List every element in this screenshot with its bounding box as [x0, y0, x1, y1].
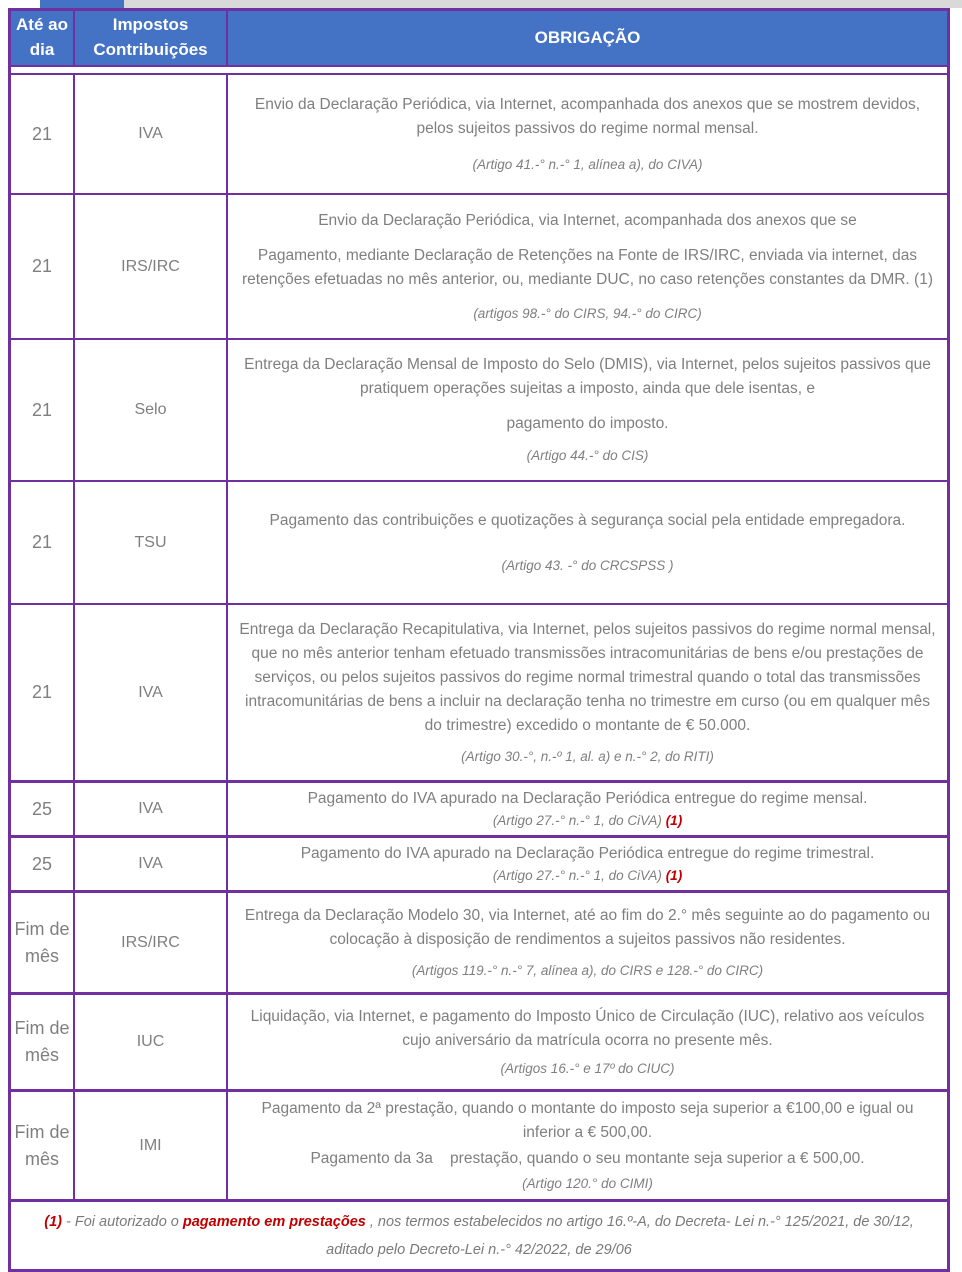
due-day-cell: 21	[11, 75, 75, 193]
header-due-day: Até ao dia	[11, 11, 75, 65]
tax-cell: IVA	[75, 783, 228, 835]
obligation-cell	[228, 995, 947, 1089]
footnote-marker: (1)	[661, 813, 683, 829]
legal-citation	[236, 155, 939, 175]
legal-citation-text: (Artigos 119.-° n.-° 7, alínea a), do CIRS e 128.-° do CIRC)	[411, 962, 764, 978]
obligation-text: Entrega da Declaração Recapitulativa, via Internet, pelos sujeitos passivos do regime normal mensal, que no mês anterior tenham efetuado transmissões intracomunitárias de bens e/ou prestações de serviços, ou pelos sujeitos passivos do regime normal trimestral quando o total das transmissões intracomunitárias de bens a incluir na declaração tenha no trimestre em curso (ou em qualquer mês do trimestre) excedido o montante de € 50.000.	[239, 620, 936, 734]
due-day-cell: Fim de mês	[11, 995, 75, 1089]
table-row	[11, 992, 947, 1089]
table-row	[11, 1089, 947, 1199]
due-day-cell: 21	[11, 605, 75, 780]
legal-citation-text: (Artigo 120.° do CIMI)	[522, 1175, 653, 1191]
table-row	[11, 193, 947, 338]
obligation-text: Envio da Declaração Periódica, via Internet, acompanhada dos anexos que se mostrem devidos, pelos sujeitos passivos do regime normal mensal.	[254, 95, 921, 137]
legal-citation-text: (Artigo 44.-° do CIS)	[526, 448, 649, 464]
obligation-text: Pagamento das contribuições e quotizações à segurança social pela entidade empregadora.	[269, 511, 906, 529]
tax-cell: IVA	[75, 838, 228, 890]
table-row	[11, 75, 947, 193]
legal-citation-text: (Artigo 27.-° n.-° 1, do CiVA)	[492, 868, 662, 884]
obligation-text: Pagamento, mediante Declaração de Retenções na Fonte de IRS/IRC, enviada via internet, das retenções efetuadas no mês anterior, ou, mediante DUC, no caso retenções constantes da DMR. (1)	[242, 247, 933, 289]
legal-citation	[236, 1174, 939, 1194]
legal-citation	[236, 811, 939, 831]
legal-citation	[236, 446, 939, 466]
legal-citation-text: (Artigos 16.-° e 17º do CIUC)	[500, 1061, 675, 1077]
obligation-text: Envio da Declaração Periódica, via Internet, acompanhada dos anexos que se	[318, 212, 857, 230]
footnote-marker: (1)	[661, 868, 683, 884]
tax-cell: IMI	[75, 1092, 228, 1199]
tax-obligations-table	[8, 8, 950, 1272]
obligation-cell	[228, 783, 947, 835]
obligation-cell	[228, 482, 947, 603]
top-strip-blue	[40, 0, 124, 8]
footnote-text-pre: - Foi autorizado o	[61, 1214, 183, 1230]
legal-citation-text: (Artigo 30.-°, n.-º 1, al. a) e n.-° 2, do RITI)	[461, 749, 714, 765]
obligation-cell	[228, 195, 947, 338]
tax-cell: IUC	[75, 995, 228, 1089]
obligation-text: Pagamento do IVA apurado na Declaração Periódica entregue do regime trimestral.	[300, 844, 875, 862]
due-day-cell: 25	[11, 783, 75, 835]
legal-citation	[236, 747, 939, 767]
obligation-cell	[228, 340, 947, 480]
header-gap	[11, 67, 947, 75]
tax-cell: IRS/IRC	[75, 893, 228, 992]
table-row	[11, 603, 947, 780]
legal-citation-text: (Artigo 27.-° n.-° 1, do CiVA)	[492, 813, 662, 829]
table-row	[11, 338, 947, 480]
obligation-text: Pagamento da 3a prestação, quando o seu montante seja superior a € 500,00.	[310, 1150, 865, 1168]
legal-citation	[236, 556, 939, 576]
table-body	[11, 75, 947, 1199]
obligation-cell	[228, 605, 947, 780]
legal-citation	[236, 866, 939, 886]
tax-cell: IVA	[75, 605, 228, 780]
table-row	[11, 890, 947, 992]
due-day-cell: Fim de mês	[11, 1092, 75, 1199]
due-day-cell: 25	[11, 838, 75, 890]
obligation-text: Liquidação, via Internet, e pagamento do Imposto Único de Circulação (IUC), relativo aos veículos cujo aniversário da matrícula ocorra no presente mês.	[250, 1007, 925, 1049]
tax-cell: IVA	[75, 75, 228, 193]
table-header-row	[11, 11, 947, 67]
due-day-cell: Fim de mês	[11, 893, 75, 992]
header-taxes-contributions: Impostos Contribuições	[75, 11, 228, 65]
legal-citation-text: (Artigo 41.-° n.-° 1, alínea a), do CIVA)	[472, 157, 703, 173]
table-row	[11, 480, 947, 603]
obligation-text: Entrega da Declaração Mensal de Imposto do Selo (DMIS), via Internet, pelos sujeitos passivos que pratiquem operações sujeitas a imposto, ainda que dele isentas, e	[244, 356, 931, 398]
footnote-ref: (1)	[44, 1214, 62, 1230]
footnote-highlight: pagamento em prestações	[182, 1214, 366, 1230]
legal-citation-text: (Artigo 43. -° do CRCSPSS )	[501, 558, 674, 574]
due-day-cell: 21	[11, 482, 75, 603]
footnote-text-post: , nos termos estabelecidos no artigo 16.º-A, do Decreta- Lei n.-° 125/2021, de 30/12, aditado pelo Decreto-Lei n.-° 42/2022, de 29/06	[326, 1214, 914, 1259]
legal-citation	[236, 961, 939, 981]
footnote-row	[11, 1199, 947, 1269]
obligation-cell	[228, 893, 947, 992]
tax-cell: TSU	[75, 482, 228, 603]
obligation-text: pagamento do imposto.	[506, 414, 669, 432]
legal-citation	[236, 304, 939, 324]
due-day-cell: 21	[11, 195, 75, 338]
table-row	[11, 835, 947, 890]
legal-citation-text: (artigos 98.-° do CIRS, 94.-° do CIRC)	[473, 305, 702, 321]
tax-cell: IRS/IRC	[75, 195, 228, 338]
header-obligation: OBRIGAÇÃO	[534, 27, 641, 47]
obligation-text: Entrega da Declaração Modelo 30, via Internet, até ao fim do 2.° mês seguinte ao do pagamento ou colocação à disposição de rendimentos a sujeitos passivos não residentes.	[244, 907, 931, 949]
obligation-text: Pagamento do IVA apurado na Declaração Periódica entregue do regime mensal.	[307, 789, 868, 807]
top-strip-gray	[124, 0, 962, 8]
obligation-cell	[228, 75, 947, 193]
tax-cell: Selo	[75, 340, 228, 480]
obligation-cell	[228, 838, 947, 890]
due-day-cell: 21	[11, 340, 75, 480]
legal-citation	[236, 1059, 939, 1079]
table-row	[11, 780, 947, 835]
obligation-text: Pagamento da 2ª prestação, quando o montante do imposto seja superior a €100,00 e igual ou inferior a € 500,00.	[261, 1100, 914, 1142]
obligation-cell	[228, 1092, 947, 1199]
